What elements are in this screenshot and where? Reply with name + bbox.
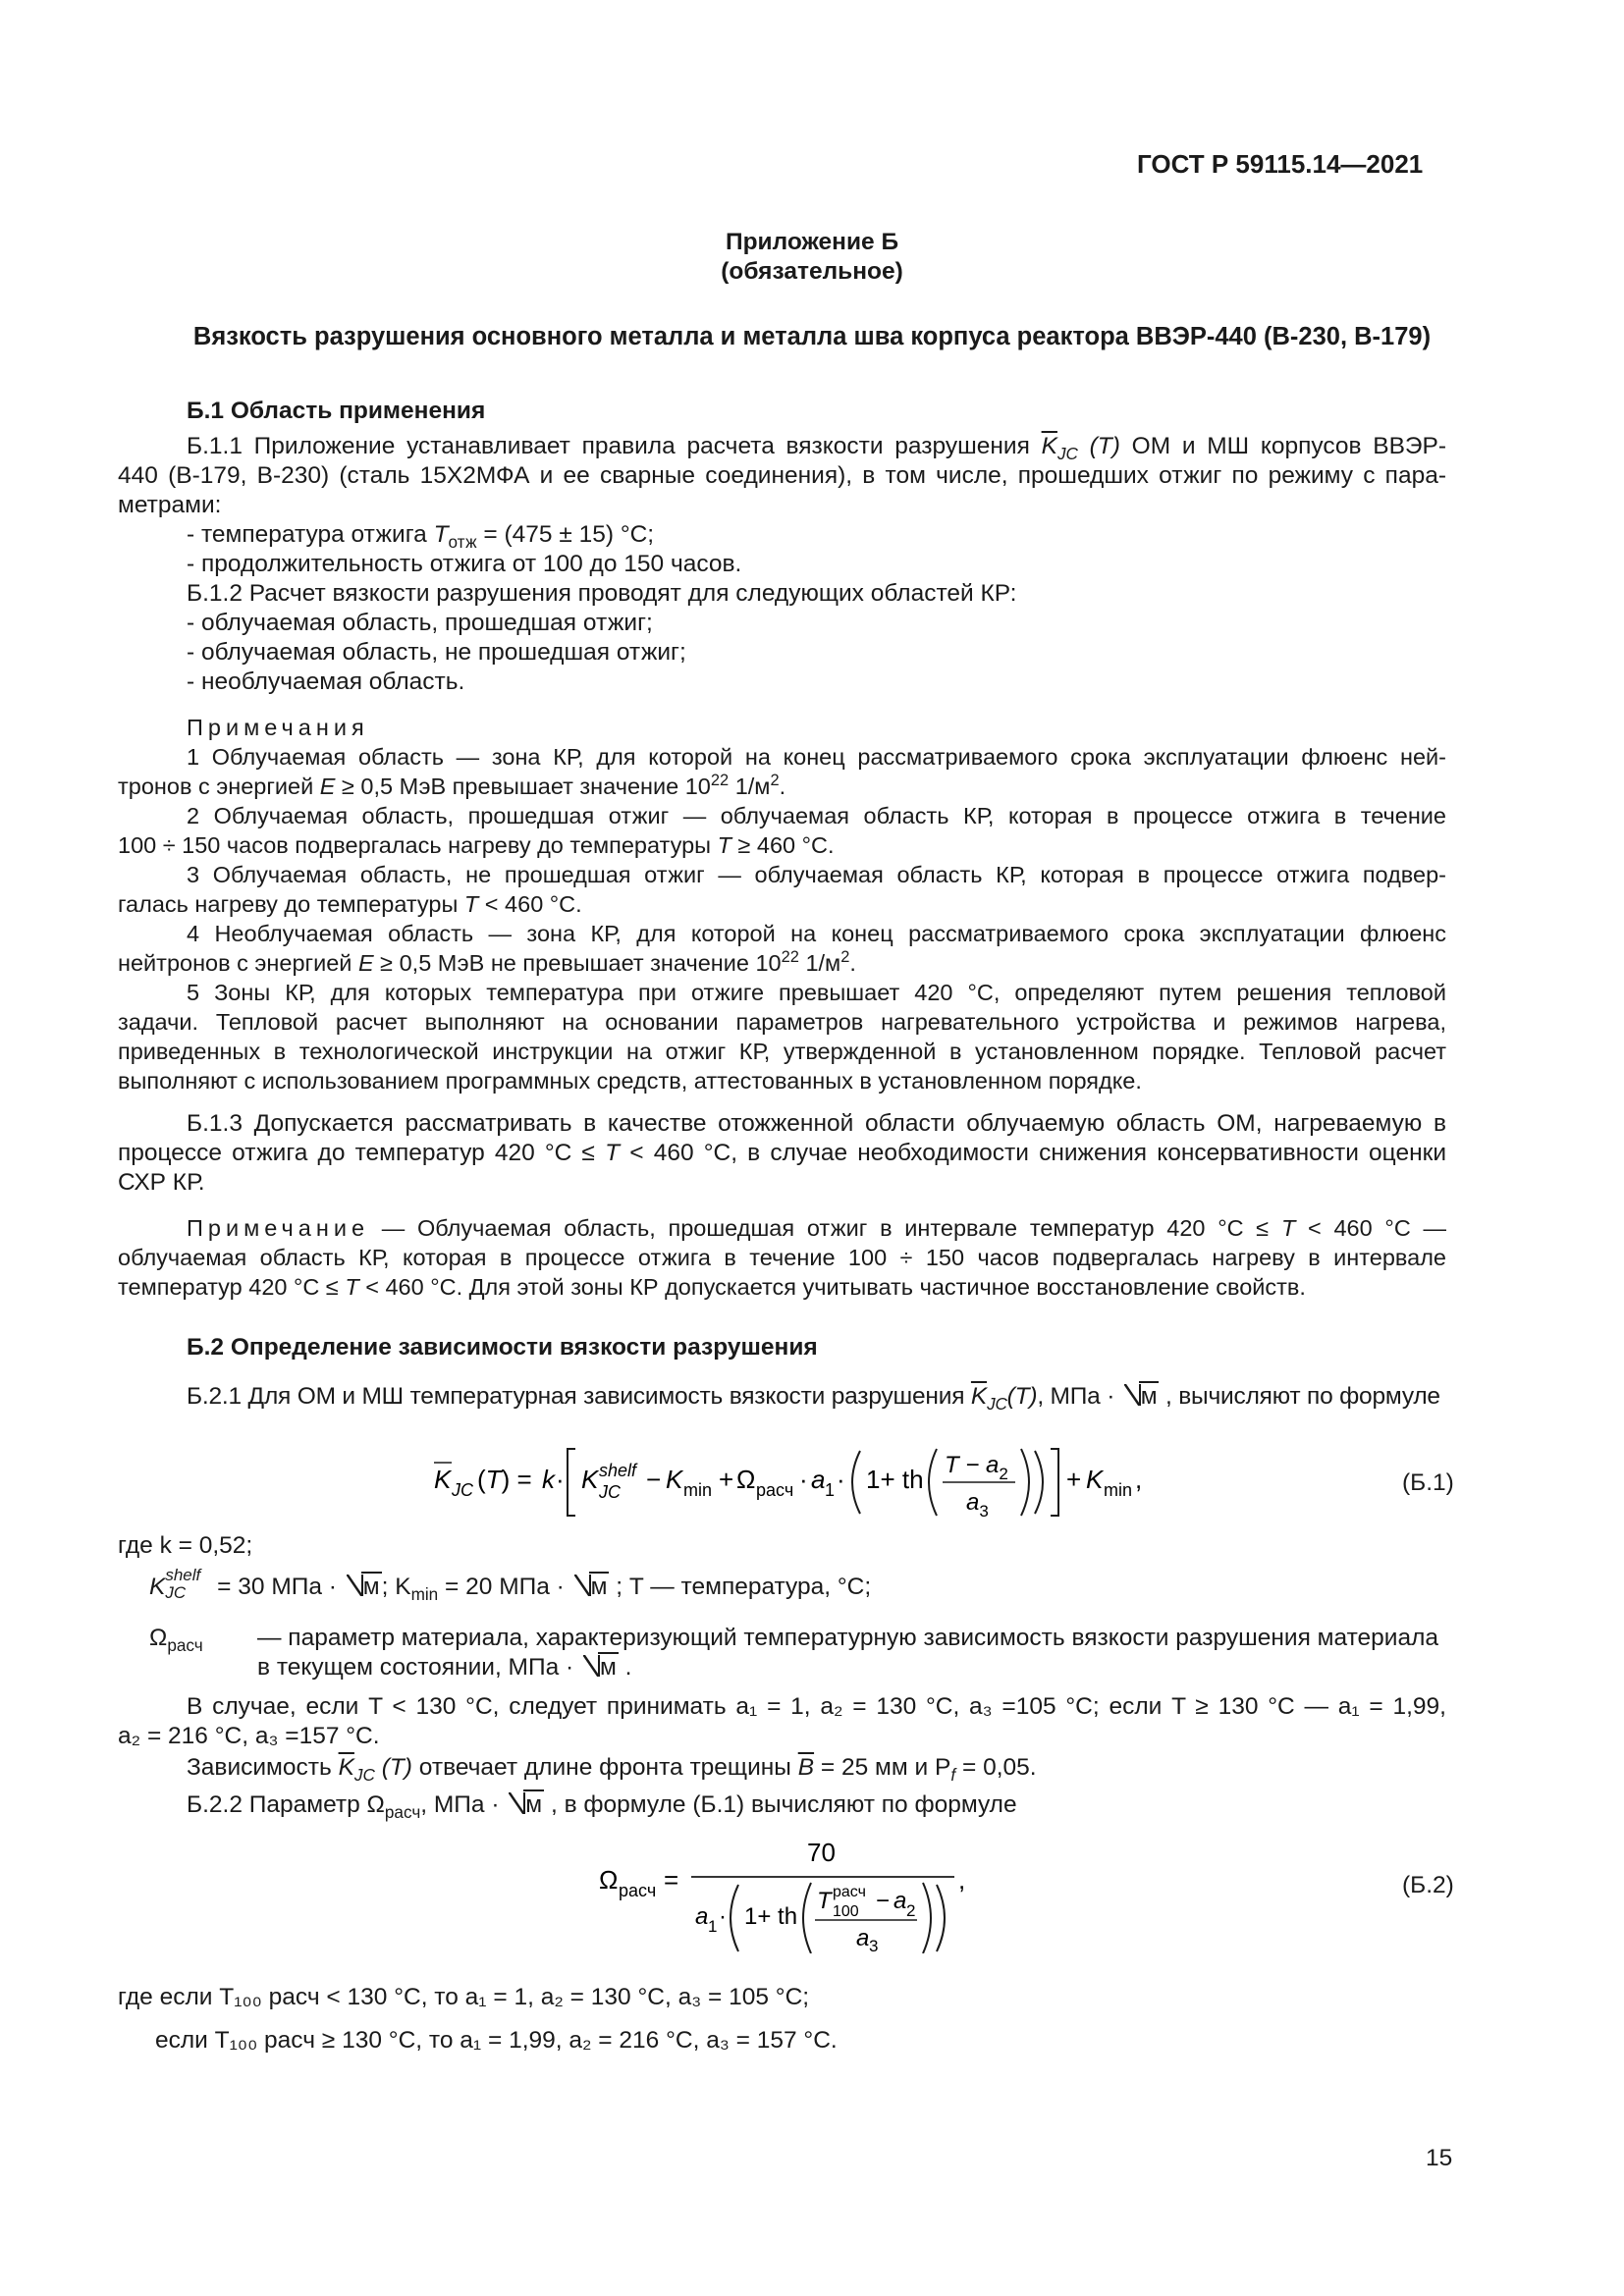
note-annealed-line1: Примечание — Облучаемая область, прошедшая отжиг в интервале температур 420 °С ≤ T < 460 °С — <box>187 1215 1447 1241</box>
sqrt-m: м <box>574 1573 610 1602</box>
condition-line2: если T₁₀₀ расч ≥ 130 °С, то a₁ = 1,99, a₂ = 216 °С, a₃ = 157 °С. <box>155 2027 838 2054</box>
omega-symbol: $\Omega_{расч}$ <box>149 1625 203 1655</box>
formula-b1-comma: , <box>1135 1465 1143 1494</box>
sqrt-m: м <box>1124 1382 1160 1412</box>
formula-b2-minus: − <box>876 1888 891 1914</box>
formula-b1-jc-sub2: JC <box>599 1482 621 1502</box>
formula-b1-t-arg: (T) = <box>477 1465 532 1494</box>
formula-b1-dot3: · <box>837 1465 845 1494</box>
formula-b1-dot2: · <box>799 1465 808 1494</box>
formula-b1-omega: Ω <box>736 1465 756 1494</box>
formula-b2-numerator: 70 <box>807 1838 836 1867</box>
case-line1: В случае, если T < 130 °С, следует принимать a₁ = 1, a₂ = 130 °С, a₃ =105 °С; если T ≥ 130 °С — a₁ = 1,99, <box>187 1693 1446 1720</box>
page-number: 15 <box>1426 2145 1453 2171</box>
sqrt-m: м <box>509 1790 544 1820</box>
note-5-line3: приведенных в технологической инструкции на отжиг КР, утвержденной в установленном порядке. Тепловой расчет <box>118 1039 1446 1064</box>
formula-b1-dot1: · <box>556 1465 565 1494</box>
area-irradiated-not-annealed: - облучаемая область, не прошедшая отжиг; <box>187 639 686 666</box>
standard-code: ГОСТ Р 59115.14—2021 <box>1137 149 1424 179</box>
omega-definition-line2: в текущем состоянии, МПа · м . <box>257 1654 632 1681</box>
formula-b1-k: k <box>542 1465 555 1494</box>
formula-b1-paren-r1 <box>1035 1451 1043 1514</box>
formula-b1-a1-sub: 1 <box>825 1480 836 1500</box>
sqrt-m: м <box>347 1573 382 1602</box>
note-5-line1: 5 Зоны КР, для которых температура при отжиге превышает 420 °С, определяют путем решения тепловой <box>187 980 1446 1005</box>
formula-b2-a2-sub: 2 <box>906 1901 916 1920</box>
note-2-line1: 2 Облучаемая область, прошедшая отжиг — облучаемая область КР, которая в процессе отжига в течение <box>187 803 1446 828</box>
formula-b1-denominator: $a_3$ <box>966 1489 989 1521</box>
bullet-anneal-temperature: - температура отжига $T_{отж} = (475 \pm 15)$ °С; <box>187 521 655 552</box>
paragraph-b222: Б.2.2 Параметр $\Omega_{расч}$, МПа · м , в формуле (Б.1) вычисляют по формуле <box>187 1791 1017 1822</box>
formula-b2-paren-r1 <box>937 1885 945 1951</box>
formula-b1-minus: − <box>646 1465 662 1494</box>
condition-line1: где если T₁₀₀ расч < 130 °С, то a₁ = 1, a₂ = 130 °С, a₃ = 105 °С; <box>118 1984 810 2010</box>
formula-b1-plus2: + <box>1066 1465 1082 1494</box>
document-title: Вязкость разрушения основного металла и металла шва корпуса реактора ВВЭР-440 (В-230, В-179) <box>192 323 1432 350</box>
formula-b1-plus: + <box>719 1465 734 1494</box>
note-2-line2: 100 ÷ 150 часов подвергалась нагреву до температуры T ≥ 460 °С. <box>118 832 835 858</box>
where-k: где k = 0,52; <box>118 1532 253 1559</box>
formula-b1-a1: a <box>811 1465 826 1494</box>
case-line2: a₂ = 216 °С, a₃ =157 °С. <box>118 1723 380 1749</box>
note-3-line1: 3 Облучаемая область, не прошедшая отжиг — облучаемая область КР, которая в процессе отжига подвер- <box>187 862 1446 887</box>
formula-b1-paren-l2 <box>929 1449 937 1516</box>
notes-heading: Примечания <box>187 715 369 740</box>
formula-b1-min-sub: min <box>683 1480 713 1500</box>
formula-b2-t100: T <box>817 1888 832 1914</box>
formula-b2-rasch-sup: расч <box>833 1884 866 1900</box>
paragraph-b111-line1: Б.1.1 Приложение устанавливает правила расчета вязкости разрушения $\overline{K}_{JC}$ (T) ОМ и МШ корпусов ВВЭР- <box>187 433 1447 463</box>
paragraph-b113-line3: СХР КР. <box>118 1169 205 1196</box>
constants-line: K shelf JC = 30 МПа · м; $K_{min} = 20$ МПа · м ; T — температура, °С; <box>149 1566 872 1604</box>
formula-b1-label: (Б.1) <box>1402 1469 1454 1496</box>
formula-b1-jc-sub: JC <box>452 1480 473 1500</box>
area-irradiated-annealed: - облучаемая область, прошедшая отжиг; <box>187 610 653 636</box>
formula-b2-dot: · <box>719 1903 727 1930</box>
formula-b2-paren-l1 <box>731 1885 738 1951</box>
formula-b2-one-plus-th: 1+ th <box>744 1903 798 1930</box>
formula-b1 <box>373 1443 1178 1522</box>
formula-b2-paren-r2 <box>923 1883 931 1953</box>
formula-b1-paren-l1 <box>852 1451 860 1514</box>
bullet-anneal-duration: - продолжительность отжига от 100 до 150 часов. <box>187 551 742 577</box>
area-non-irradiated: - необлучаемая область. <box>187 668 465 695</box>
formula-b1-right-bracket <box>1051 1449 1058 1516</box>
formula-b1-numerator: $T - a_2$ <box>945 1452 1008 1483</box>
formula-b2-a3-sub: 3 <box>869 1937 879 1953</box>
section-b1-heading: Б.1 Область применения <box>187 398 486 424</box>
formula-b2-a1-sub: 1 <box>708 1917 718 1936</box>
formula-b1-left-bracket <box>568 1449 575 1516</box>
formula-b2-a3: a <box>856 1925 870 1951</box>
paragraph-b113-line1: Б.1.3 Допускается рассматривать в качестве отожженной области облучаемую область ОМ, нагреваемую в <box>187 1110 1446 1137</box>
formula-b2-a1: a <box>695 1903 709 1930</box>
formula-b2-rasch-sub: расч <box>619 1881 657 1900</box>
paragraph-b112: Б.1.2 Расчет вязкости разрушения проводят для следующих областей КР: <box>187 580 1017 607</box>
dependence-line: Зависимость $\overline{K}_{JC}$ (T) отвечает длине фронта трещины $\overline{B} = 25$ мм и $P_f = 0,05$. <box>187 1754 1037 1785</box>
section-b2-heading: Б.2 Определение зависимости вязкости разрушения <box>187 1334 818 1361</box>
formula-b1-rasch-sub: расч <box>756 1480 794 1500</box>
formula-b2-label: (Б.2) <box>1402 1872 1454 1898</box>
note-annealed-line3: температур 420 °С ≤ T < 460 °С. Для этой зоны КР допускается учитывать частичное восстановление свойств. <box>118 1274 1306 1300</box>
formula-b1-kshelf: K <box>581 1465 599 1494</box>
formula-b1-one-plus-th: 1+ th <box>866 1465 924 1494</box>
formula-b1-kmin: K <box>666 1465 683 1494</box>
appendix-status: (обязательное) <box>721 258 903 285</box>
formula-b2-omega: Ω <box>599 1865 619 1895</box>
formula-b2-comma: , <box>958 1865 966 1895</box>
paragraph-b221: Б.2.1 Для ОМ и МШ температурная зависимость вязкости разрушения $\overline{K}_{JC}(T)$, МПа · м , вычисляют по формуле <box>187 1383 1440 1414</box>
note-5-line2: задачи. Тепловой расчет выполняют на основании параметров нагревательного устройства и режимов нагрева, <box>118 1009 1446 1035</box>
paragraph-b111-line2: 440 (В-179, В-230) (сталь 15Х2МФА и ее сварные соединения), в том числе, прошедших отжиг по режиму с пара- <box>118 462 1446 489</box>
formula-b2-paren-l2 <box>803 1883 811 1953</box>
omega-definition-line1: — параметр материала, характеризующий температурную зависимость вязкости разрушения материала <box>257 1625 1439 1651</box>
appendix-title: Приложение Б <box>725 229 899 255</box>
formula-b1-kmin2: K <box>1086 1465 1104 1494</box>
formula-b1-shelf-sup: shelf <box>599 1461 637 1480</box>
formula-b1-paren-r2 <box>1021 1449 1029 1516</box>
note-4-line1: 4 Необлучаемая область — зона КР, для которой на конец рассматриваемого срока эксплуатации флюенс <box>187 921 1446 946</box>
sqrt-m: м <box>583 1653 619 1682</box>
formula-b2-100-sub: 100 <box>833 1903 859 1920</box>
note-1-line2: тронов с энергией E ≥ 0,5 МэВ превышает значение $10^{22}$ $1/м^2$. <box>118 772 786 799</box>
paragraph-b113-line2: процессе отжига до температур 420 °С ≤ T < 460 °С, в случае необходимости снижения консервативности оценки <box>118 1140 1446 1166</box>
note-annealed-line2: облучаемая область КР, которая в процессе отжига в течение 100 ÷ 150 часов подвергалась нагреву в интервале <box>118 1245 1446 1270</box>
formula-b2 <box>589 1826 1001 1953</box>
note-5-line4: выполняют с использованием программных средств, аттестованных в установленном порядке. <box>118 1068 1142 1094</box>
paragraph-b111-line3: метрами: <box>118 492 222 518</box>
formula-b1-min-sub2: min <box>1104 1480 1133 1500</box>
note-4-line2: нейтронов с энергией E ≥ 0,5 МэВ не превышает значение $10^{22}$ $1/м^2$. <box>118 948 856 976</box>
formula-b1-kbar: K <box>434 1465 452 1494</box>
note-3-line2: галась нагреву до температуры T < 460 °С. <box>118 891 582 917</box>
formula-b2-equals: = <box>664 1865 679 1895</box>
formula-b2-a2: a <box>893 1888 907 1914</box>
note-1-line1: 1 Облучаемая область — зона КР, для которой на конец рассматриваемого срока эксплуатации флюенс ней- <box>187 744 1446 770</box>
